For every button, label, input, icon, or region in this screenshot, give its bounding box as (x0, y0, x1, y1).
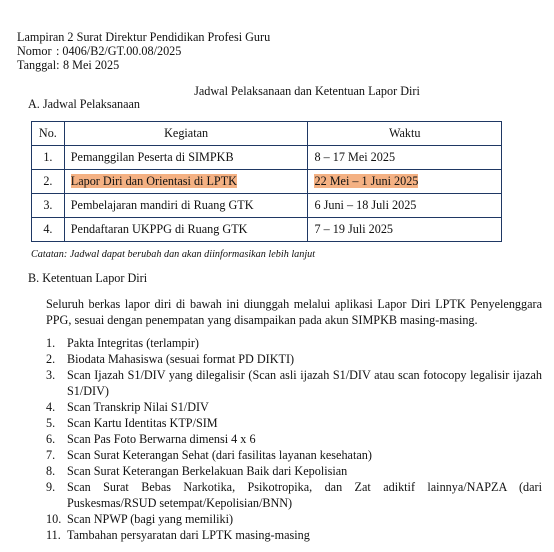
row-no: 3. (32, 194, 65, 218)
row-waktu (308, 170, 502, 194)
item-number: 11. (46, 528, 61, 542)
requirements-list (46, 335, 542, 543)
nomor-value: : 0406/B2/GT.00.08/2025 (56, 44, 182, 58)
list-item (46, 527, 542, 543)
table-row (32, 194, 502, 218)
list-item (46, 399, 542, 415)
row-no: 2. (32, 170, 65, 194)
header-no: No. (32, 122, 65, 146)
row-no: 4. (32, 218, 65, 242)
item-number: 4. (46, 400, 56, 414)
item-number: 7. (46, 448, 56, 462)
header-waktu: Waktu (308, 122, 502, 146)
item-text: Tambahan persyaratan dari LPTK masing-masing (67, 528, 310, 542)
item-text: Scan Surat Keterangan Sehat (dari fasilitas layanan kesehatan) (67, 448, 372, 462)
item-text: Scan Ijazah S1/DIV yang dilegalisir (Scan asli ijazah S1/DIV atau scan fotocopy legalisir ijazah S1/DIV) (67, 368, 542, 398)
list-item (46, 335, 542, 351)
item-text: Scan Surat Bebas Narkotika, Psikotropika, dan Zat adiktif lainnya/NAPZA (dari Puskesmas/RSUD setempat/Kepolisian/BNN) (67, 480, 542, 510)
section-b-heading: B. Ketentuan Lapor Diri (28, 271, 148, 285)
item-text: Scan NPWP (bagi yang memiliki) (67, 512, 234, 526)
highlighted-text: Lapor Diri dan Orientasi di LPTK (70, 174, 237, 188)
item-text: Scan Kartu Identitas KTP/SIM (67, 416, 218, 430)
row-waktu: 7 – 19 Juli 2025 (308, 218, 502, 242)
schedule-note: Catatan: Jadwal dapat berubah dan akan diinformasikan lebih lanjut (31, 249, 316, 260)
row-waktu: 8 – 17 Mei 2025 (308, 146, 502, 170)
item-number: 2. (46, 352, 56, 366)
list-item (46, 351, 542, 367)
tanggal-label: Tanggal: (17, 58, 60, 72)
attachment-title: Lampiran 2 Surat Direktur Pendidikan Profesi Guru (17, 30, 271, 44)
list-item (46, 511, 542, 527)
nomor-label: Nomor (17, 44, 52, 58)
row-kegiatan: Pembelajaran mandiri di Ruang GTK (64, 194, 308, 218)
item-text: Pakta Integritas (terlampir) (67, 336, 199, 350)
item-number: 9. (46, 480, 56, 494)
table-row (32, 218, 502, 242)
row-waktu: 6 Juni – 18 Juli 2025 (308, 194, 502, 218)
list-item (46, 431, 542, 447)
item-number: 6. (46, 432, 56, 446)
item-number: 10. (46, 512, 62, 526)
item-text: Scan Surat Keterangan Berkelakuan Baik dari Kepolisian (67, 464, 348, 478)
nomor-line (17, 44, 181, 58)
table-row (32, 146, 502, 170)
list-item (46, 463, 542, 479)
item-number: 5. (46, 416, 56, 430)
tanggal-line (17, 58, 119, 72)
list-item (46, 367, 542, 399)
row-kegiatan: Pendaftaran UKPPG di Ruang GTK (64, 218, 308, 242)
list-item (46, 447, 542, 463)
schedule-table (31, 121, 502, 242)
item-text: Scan Transkrip Nilai S1/DIV (67, 400, 209, 414)
item-number: 8. (46, 464, 56, 478)
row-kegiatan (64, 170, 308, 194)
section-b-paragraph: Seluruh berkas lapor diri di bawah ini diunggah melalui aplikasi Lapor Diri LPTK Penyelenggara PPG, sesuai dengan penempatan yang disampaikan pada akun SIMPKB masing-masing. (46, 297, 542, 327)
tanggal-value: 8 Mei 2025 (63, 58, 120, 72)
highlighted-text: 22 Mei – 1 Juni 2025 (314, 174, 419, 188)
row-no: 1. (32, 146, 65, 170)
item-number: 1. (46, 336, 56, 350)
list-item (46, 479, 542, 511)
header-kegiatan: Kegiatan (64, 122, 308, 146)
item-text: Biodata Mahasiswa (sesuai format PD DIKTI) (67, 352, 295, 366)
item-number: 3. (46, 368, 56, 382)
table-header-row (32, 122, 502, 146)
section-a-heading: A. Jadwal Pelaksanaan (28, 97, 141, 111)
item-text: Scan Pas Foto Berwarna dimensi 4 x 6 (67, 432, 256, 446)
list-item (46, 415, 542, 431)
row-kegiatan: Pemanggilan Peserta di SIMPKB (64, 146, 308, 170)
table-row-highlighted (32, 170, 502, 194)
page-title: Jadwal Pelaksanaan dan Ketentuan Lapor Diri (194, 84, 420, 98)
